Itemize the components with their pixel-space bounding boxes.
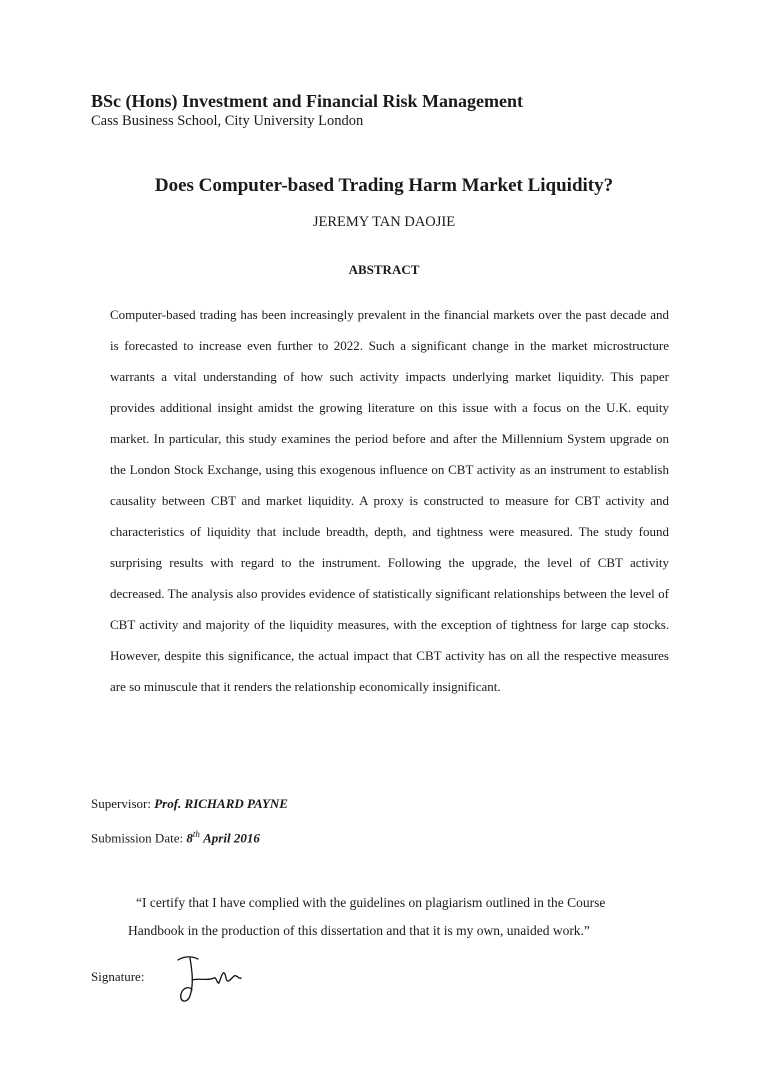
degree-title: BSc (Hons) Investment and Financial Risk Management	[91, 91, 524, 111]
submission-date: April 2016	[203, 830, 260, 846]
submission-line	[91, 829, 260, 846]
school-name: Cass Business School, City University London	[91, 113, 364, 129]
abstract-body: Computer-based trading has been increasingly prevalent in the financial markets over the past decade and is forecasted to increase even further to 2022. Such a significant change in the market microstructure warrants a vital understanding of how such activity impacts underlying market liquidity. This paper provides additional insight amidst the growing literature on this issue with a focus on the U.K. equity market. In particular, this study examines the period before and after the Millennium System upgrade on the London Stock Exchange, using this exogenous influence on CBT activity as an instrument to establish causality between CBT and market liquidity. A proxy is constructed to measure for CBT activity and characteristics of liquidity that include breadth, depth, and tightness were measured. The study found surprising results with regard to the instrument. Following the upgrade, the level of CBT activity decreased. The analysis also provides evidence of statistically significant relationships between the level of CBT activity and majority of the liquidity measures, with the exception of tightness for large cap stocks. However, despite this significance, the actual impact that CBT activity has on all the respective measures are so minuscule that it renders the relationship economically insignificant.	[110, 307, 669, 694]
supervisor-name: Prof. RICHARD PAYNE	[154, 796, 288, 811]
signature-image	[170, 950, 250, 1008]
submission-day-suffix: th	[192, 829, 200, 839]
plagiarism-certification: “I certify that I have complied with the guidelines on plagiarism outlined in the Course Handbook in the production of this dissertation and that it is my own, unaided work.”	[128, 895, 606, 938]
submission-label: Submission Date:	[91, 830, 184, 846]
signature-label: Signature:	[91, 969, 145, 984]
author-name: JEREMY TAN DAOJIE	[312, 214, 456, 230]
supervisor-line	[91, 796, 288, 812]
paper-title: Does Computer-based Trading Harm Market Liquidity?	[154, 175, 614, 196]
abstract-heading: ABSTRACT	[348, 262, 420, 277]
supervisor-label: Supervisor:	[91, 796, 151, 811]
submission-day: 8	[186, 830, 193, 846]
